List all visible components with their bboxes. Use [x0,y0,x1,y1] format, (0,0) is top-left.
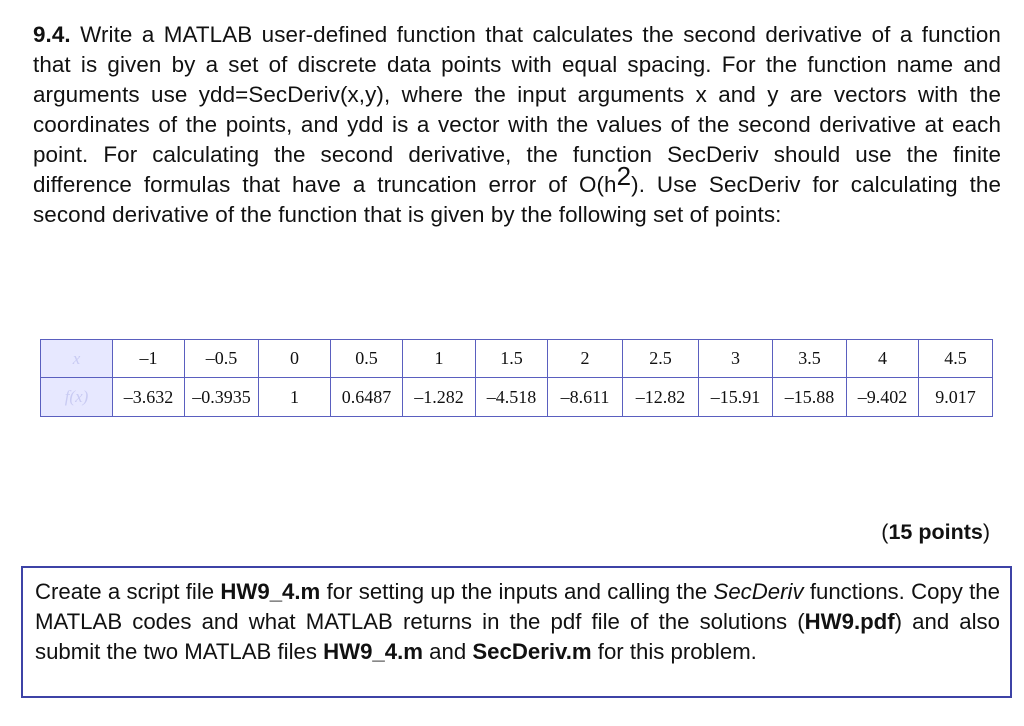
fx-cell: –1.282 [403,378,476,417]
fx-cell: –8.611 [548,378,623,417]
fx-cell: 9.017 [919,378,993,417]
problem-text-continued: ). Use SecDeriv for calculating the second derivative of the function that is given by the following set of points: [33,172,1001,227]
x-cell: 2 [548,340,623,378]
task-text: and [423,639,473,664]
fx-cell: –12.82 [623,378,699,417]
x-cell: 3.5 [773,340,847,378]
x-cell: 2.5 [623,340,699,378]
task-text: for setting up the inputs and calling the [320,579,714,604]
fx-cell: 0.6487 [331,378,403,417]
order-exponent: 2 [616,161,632,191]
x-row [41,340,993,378]
x-header-cell: x [41,340,113,378]
fx-cell: –15.91 [699,378,773,417]
fx-cell: –15.88 [773,378,847,417]
fx-cell: –9.402 [847,378,919,417]
problem-statement [33,20,1001,230]
pdf-filename: HW9.pdf [804,609,895,634]
x-cell: 1.5 [476,340,548,378]
points-label [881,520,990,545]
x-cell: –1 [113,340,185,378]
x-cell: 4.5 [919,340,993,378]
fx-cell: –0.3935 [185,378,259,417]
fx-row [41,378,993,417]
x-cell: 3 [699,340,773,378]
problem-number: 9.4. [33,22,71,47]
points-close-paren: ) [982,520,990,544]
x-cell: 0 [259,340,331,378]
points-value: 15 points [888,520,983,544]
task-text: for this problem. [591,639,757,664]
x-cell: –0.5 [185,340,259,378]
function-filename: SecDeriv.m [472,639,592,664]
function-name: SecDeriv [713,579,804,604]
points-open-paren: ( [881,520,889,544]
script-filename: HW9_4.m [220,579,321,604]
task-text: functions. Copy the MATLAB codes and what MATLAB returns in the pdf file of the solutions ( [35,579,1000,634]
x-cell: 1 [403,340,476,378]
script-filename: HW9_4.m [323,639,424,664]
data-points-table [40,339,993,417]
task-text: Create a script file [35,579,221,604]
x-cell: 0.5 [331,340,403,378]
submission-instructions [21,566,1012,698]
fx-cell: 1 [259,378,331,417]
fx-header-cell: f(x) [41,378,113,417]
fx-cell: –4.518 [476,378,548,417]
problem-text: Write a MATLAB user-defined function that calculates the second derivative of a function that is given by a set of discrete data points with equal spacing. For the function name and arguments use ydd=SecDeriv(x,y), where the input arguments x and y are vectors with the coordinates of the points, and ydd is a vector with the values of the second derivative at each point. For calculating the second derivative, the function SecDeriv should use the finite difference formulas that have a truncation error of O(h [33,22,1001,197]
fx-cell: –3.632 [113,378,185,417]
x-cell: 4 [847,340,919,378]
task-text: ) and also submit the two MATLAB files [35,609,1000,664]
